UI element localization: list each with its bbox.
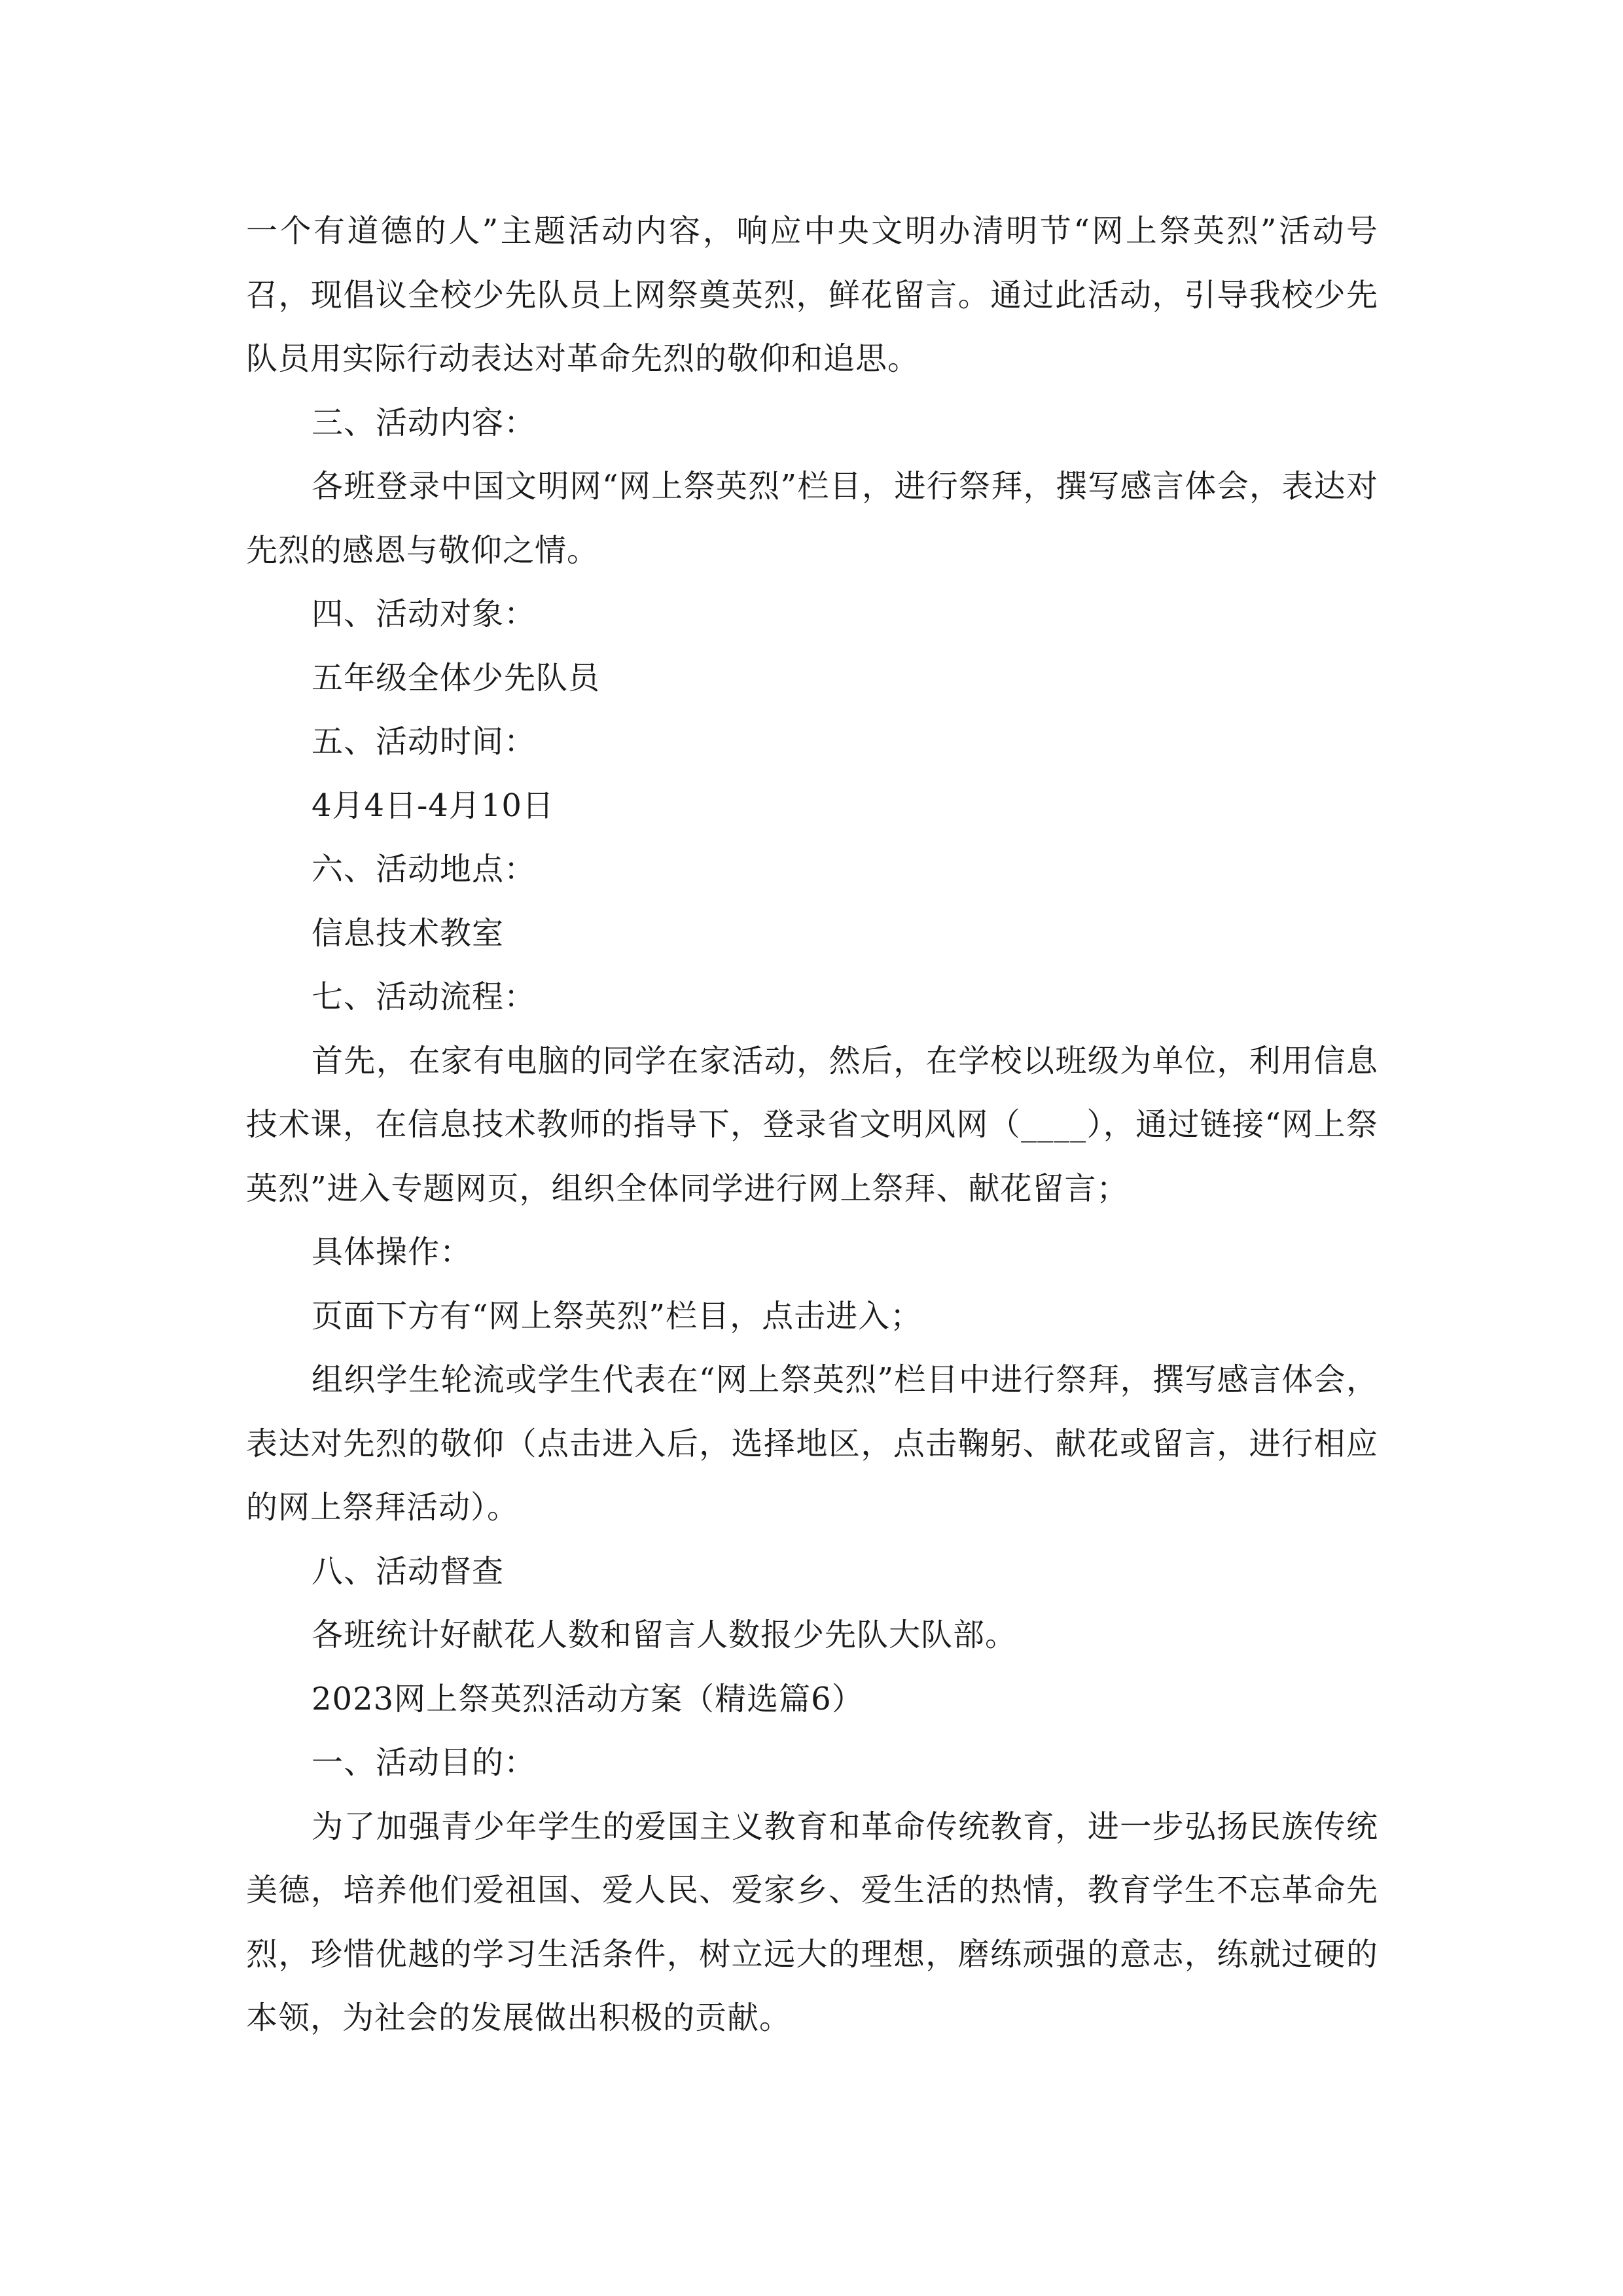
- heading-activity-target: 四、活动对象：: [312, 596, 537, 632]
- paragraph-activity-target: 五年级全体少先队员: [312, 659, 601, 696]
- heading-activity-time: 五、活动时间：: [312, 723, 537, 760]
- heading-operation: 具体操作：: [312, 1234, 473, 1270]
- heading-activity-content: 三、活动内容：: [312, 404, 537, 441]
- paragraph-activity-location: 信息技术教室: [312, 914, 505, 952]
- heading-activity-location: 六、活动地点：: [312, 851, 537, 888]
- section-title-plan-6: 2023网上祭英烈活动方案（精选篇6）: [312, 1680, 864, 1717]
- heading-activity-purpose: 一、活动目的：: [312, 1744, 537, 1781]
- paragraph-activity-purpose: 为了加强青少年学生的爱国主义教育和革命传统教育，进一步弘扬民族传统美德，培养他们爱祖国、爱人民、爱家乡、爱生活的热情，教育学生不忘革命先烈，珍惜优越的学习生活条件，树立远大的理想，磨练顽强的意志，练就过硬的本领，为社会的发展做出积极的贡献。: [246, 1808, 1378, 2036]
- paragraph-activity-process: 首先，在家有电脑的同学在家活动，然后，在学校以班级为单位，利用信息技术课，在信息技术教师的指导下，登录省文明风网（____），通过链接“网上祭英烈”进入专题网页，组织全体同学进行网上祭拜、献花留言；: [246, 1042, 1378, 1207]
- paragraph-activity-content: 各班登录中国文明网“网上祭英烈”栏目，进行祭拜，撰写感言体会，表达对先烈的感恩与敬仰之情。: [246, 468, 1378, 569]
- paragraph-supervision: 各班统计好献花人数和留言人数报少先队大队部。: [312, 1617, 1018, 1653]
- paragraph-intro-continuation: 一个有道德的人”主题活动内容，响应中央文明办清明节“网上祭英烈”活动号召，现倡议全校少先队员上网祭奠英烈，鲜花留言。通过此活动，引导我校少先队员用实际行动表达对革命先烈的敬仰和追思。: [246, 213, 1378, 377]
- heading-activity-process: 七、活动流程：: [312, 978, 537, 1015]
- paragraph-operation-step1: 页面下方有“网上祭英烈”栏目，点击进入；: [312, 1297, 923, 1335]
- heading-supervision: 八、活动督查: [312, 1552, 505, 1590]
- paragraph-operation-step2: 组织学生轮流或学生代表在“网上祭英烈”栏目中进行祭拜，撰写感言体会，表达对先烈的敬仰（点击进入后，选择地区，点击鞠躬、献花或留言，进行相应的网上祭拜活动）。: [246, 1361, 1378, 1526]
- paragraph-activity-time: 4月4日-4月10日: [312, 787, 554, 824]
- document-body: [246, 200, 1378, 2051]
